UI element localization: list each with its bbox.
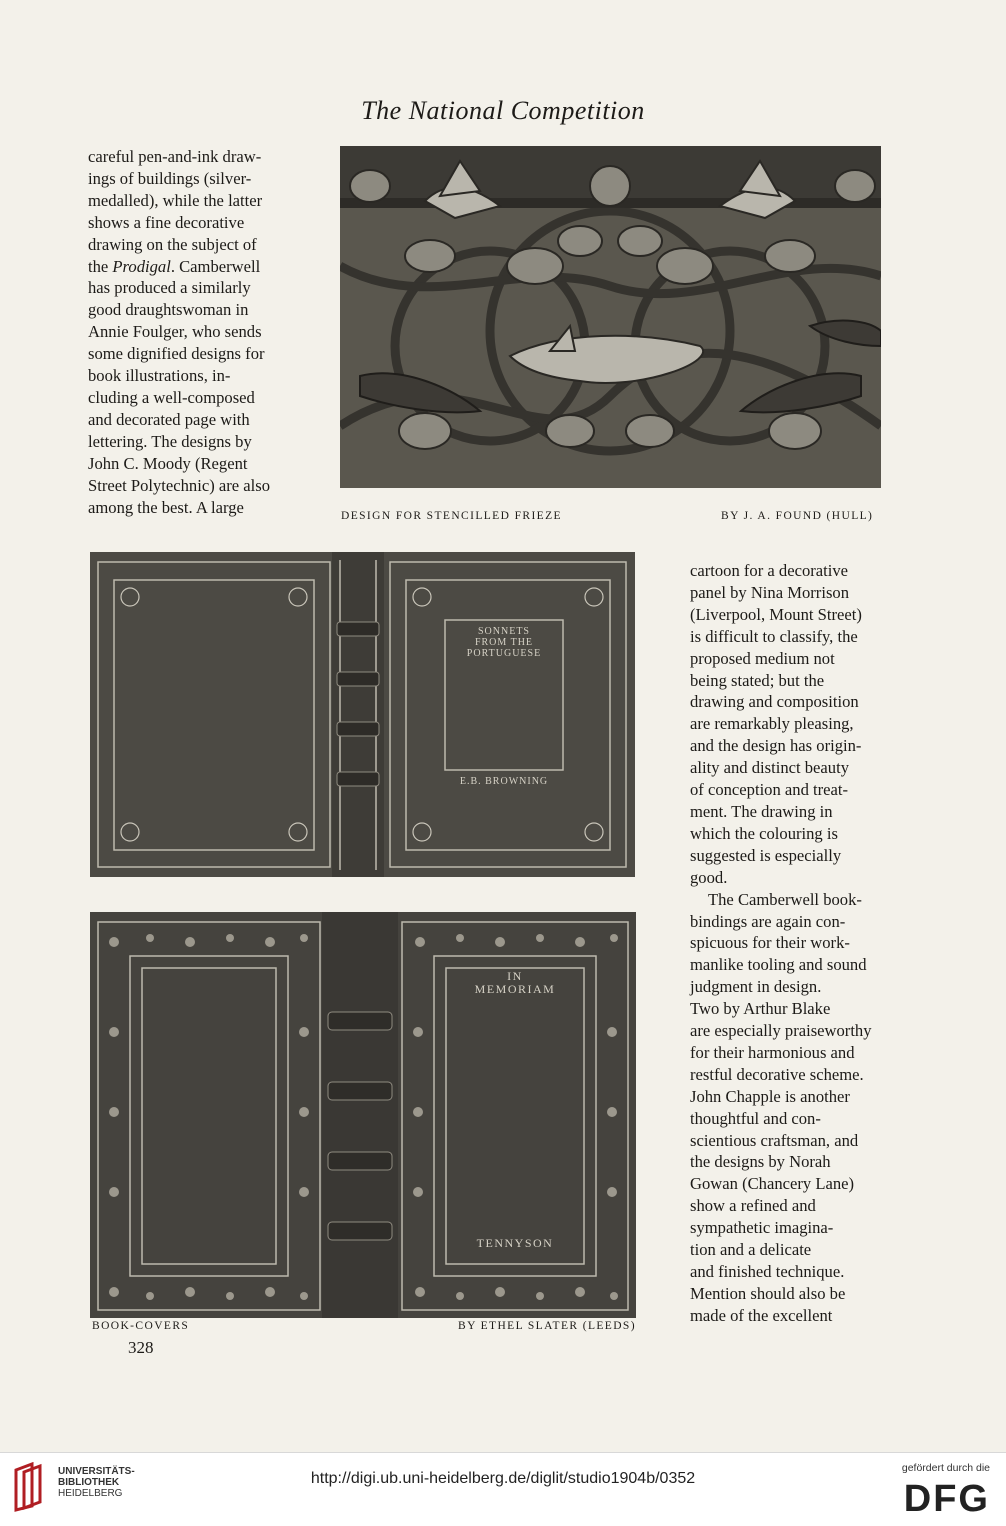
funded-by-label: gefördert durch die: [901, 1462, 990, 1474]
cover-1-title-line: FROM THE: [474, 637, 534, 648]
book-cover-sonnets-illustration: [90, 552, 635, 877]
text-line: Street Polytechnic) are also: [88, 475, 271, 495]
stencilled-frieze-image: [340, 146, 881, 488]
text-line: for their harmonious and: [690, 1042, 855, 1062]
text-line: judgment in design.: [690, 977, 822, 997]
text-line: John Chapple is another: [690, 1086, 850, 1106]
book-covers-caption-right: BY ETHEL SLATER (LEEDS): [458, 1320, 636, 1332]
text-line: medalled), while the latter: [88, 190, 263, 210]
text-line: and finished technique.: [690, 1262, 845, 1281]
cover-1-title-panel: [448, 626, 560, 659]
text-line: Mention should also be: [690, 1283, 846, 1303]
italic-word: Prodigal: [112, 256, 171, 276]
text-line: careful pen-and-ink draw-: [88, 147, 262, 166]
text-line: among the best. A large: [88, 497, 244, 517]
text-line: ings of buildings (silver-: [88, 168, 252, 188]
text-line: drawing and composition: [690, 692, 859, 712]
text-line: which the colouring is: [690, 823, 838, 843]
book-covers-caption-left: BOOK-COVERS: [92, 1320, 190, 1332]
dfg-logo: DFG: [903, 1478, 990, 1520]
text-line: good draughtswoman in: [88, 300, 249, 320]
text-line: scientious craftsman, and: [690, 1130, 859, 1150]
text-line: book illustrations, in-: [88, 366, 231, 386]
text-line: lettering. The designs by: [88, 431, 252, 451]
text-line: tion and a delicate: [690, 1240, 812, 1260]
text-line: cluding a well-composed: [88, 387, 255, 407]
cover-1-title-line: SONNETS: [477, 626, 530, 637]
text-line: bindings are again con-: [690, 911, 846, 931]
text-line: of conception and treat-: [690, 780, 849, 800]
text-line: and decorated page with: [88, 409, 250, 429]
text-line: are especially praiseworthy: [690, 1021, 872, 1041]
text-line: suggested is especially: [690, 845, 842, 865]
text-line: cartoon for a decorative: [690, 561, 849, 580]
running-head: The National Competition: [361, 96, 645, 125]
right-text-column: [690, 560, 888, 1327]
text-line: being stated; but the: [690, 670, 825, 690]
text-line: restful decorative scheme.: [690, 1064, 864, 1084]
text-line: made of the excellent: [690, 1305, 833, 1325]
text-line: Gowan (Chancery Lane): [690, 1174, 855, 1194]
cover-2-title-panel: [446, 970, 584, 996]
library-name-line: UNIVERSITÄTS-: [58, 1466, 135, 1477]
footer-bar: [0, 1452, 1006, 1526]
library-name-line: HEIDELBERG: [58, 1488, 123, 1499]
text-line: drawing on the subject of: [88, 234, 257, 254]
text-line: spicuous for their work-: [690, 933, 850, 953]
text-line: The Camberwell book-: [708, 889, 862, 909]
text-line: manlike tooling and sound: [690, 955, 867, 975]
book-cover-sonnets-image: [90, 552, 635, 877]
text-line: (Liverpool, Mount Street): [690, 604, 862, 624]
text-line: the Prodigal. Camberwell: [88, 256, 261, 276]
cover-2-title-line: IN: [507, 969, 523, 983]
book-cover-in-memoriam-image: [90, 912, 636, 1318]
text-line: good.: [690, 867, 728, 887]
text-line: and the design has origin-: [690, 736, 862, 756]
frieze-illustration: [340, 146, 881, 488]
text-line: Annie Foulger, who sends: [88, 322, 262, 342]
source-url-link[interactable]: http://digi.ub.uni-heidelberg.de/diglit/studio1904b/0352: [310, 1470, 696, 1487]
text-line: is difficult to classify, the: [690, 626, 858, 646]
text-line: are remarkably pleasing,: [690, 714, 854, 734]
text-line: sympathetic imagina-: [690, 1218, 834, 1238]
cover-2-title-line: MEMORIAM: [474, 982, 556, 996]
cover-1-author: E.B. BROWNING: [459, 776, 549, 787]
text-line: some dignified designs for: [88, 344, 265, 364]
text-line: panel by Nina Morrison: [690, 582, 849, 602]
text-line: thoughtful and con-: [690, 1108, 821, 1128]
cover-2-author: TENNYSON: [476, 1236, 554, 1250]
page-number: 328: [128, 1338, 154, 1357]
text-line: proposed medium not: [690, 648, 835, 668]
frieze-caption-right: BY J. A. FOUND (HULL): [721, 510, 874, 522]
text-line: ality and distinct beauty: [690, 758, 849, 778]
left-text-column: [88, 146, 294, 518]
library-name-line: BIBLIOTHEK: [58, 1477, 120, 1488]
text-line: John C. Moody (Regent: [88, 453, 248, 473]
text-line: shows a fine decorative: [88, 212, 245, 232]
text-line: show a refined and: [690, 1196, 816, 1216]
text-line: Two by Arthur Blake: [690, 999, 831, 1019]
frieze-caption-left: DESIGN FOR STENCILLED FRIEZE: [341, 510, 562, 522]
cover-1-title-line: PORTUGUESE: [466, 648, 542, 659]
text-line: has produced a similarly: [88, 278, 251, 298]
text-line: ment. The drawing in: [690, 801, 833, 821]
text-line: the designs by Norah: [690, 1152, 831, 1172]
